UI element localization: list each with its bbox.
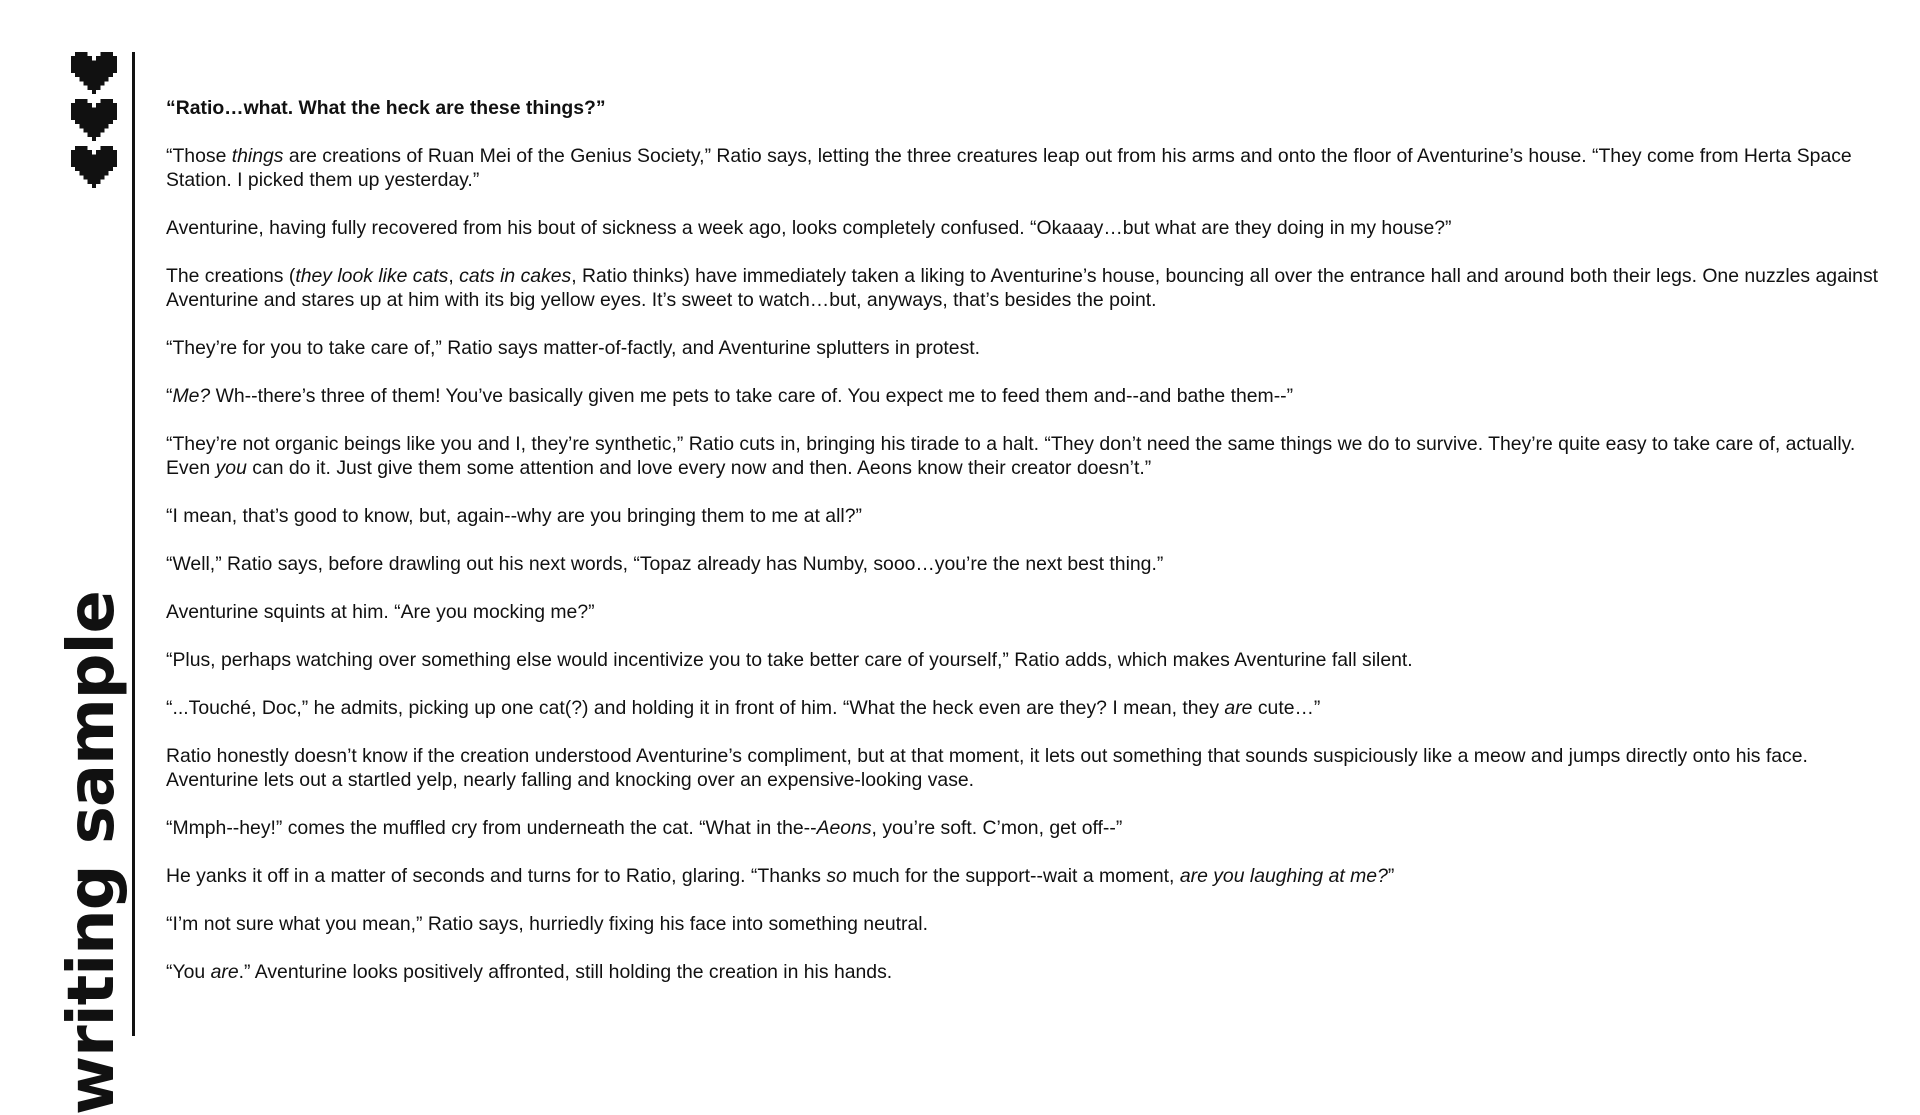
pixel-heart-icon: [71, 99, 117, 141]
emphasis-text: things: [231, 145, 284, 167]
paragraph-text: “I mean, that’s good to know, but, again--why are you bringing them to me at all?”: [166, 505, 862, 527]
paragraph-text: “Well,” Ratio says, before drawling out his next words, “Topaz already has Numby, sooo…you’re the next best thing.”: [166, 553, 1164, 575]
story-paragraph: [166, 960, 1886, 984]
paragraph-text: Ratio honestly doesn’t know if the creation understood Aventurine’s compliment, but at that moment, it lets out something that sounds suspiciously like a meow and jumps directly onto his face. Aventurine lets out a startled yelp, nearly falling and knocking over an expensive-looking vase.: [166, 745, 1808, 791]
paragraph-text: ”: [1387, 865, 1395, 887]
paragraph-text: “Those: [166, 145, 232, 167]
emphasis-text: are you laughing at me?: [1179, 865, 1388, 887]
paragraph-text: “I’m not sure what you mean,” Ratio says, hurriedly fixing his face into something neutral.: [166, 913, 928, 935]
story-text: [166, 96, 1886, 1008]
paragraph-text: “You: [166, 961, 211, 983]
paragraph-text: “Ratio…what. What the heck are these things?”: [166, 97, 606, 119]
paragraph-text: are creations of Ruan Mei of the Genius Society,” Ratio says, letting the three creatures leap out from his arms and onto the floor of Aventurine’s house. “They come from Herta Space Station. I picked them up yesterday.”: [166, 145, 1852, 191]
emphasis-text: are: [1224, 697, 1253, 719]
emphasis-text: Me?: [172, 385, 211, 407]
paragraph-text: much for the support--wait a moment,: [846, 865, 1180, 887]
story-paragraph: [166, 864, 1886, 888]
story-lead-paragraph: [166, 96, 1886, 120]
paragraph-text: can do it. Just give them some attention and love every now and then. Aeons know their creator doesn’t.”: [246, 457, 1152, 479]
story-paragraph: [166, 600, 1886, 624]
paragraph-text: He yanks it off in a matter of seconds and turns for to Ratio, glaring. “Thanks: [166, 865, 827, 887]
hearts-decoration: [71, 52, 117, 193]
story-paragraph: [166, 696, 1886, 720]
emphasis-text: are: [210, 961, 239, 983]
story-paragraph: [166, 648, 1886, 672]
pixel-heart-icon: [71, 52, 117, 94]
story-paragraph: [166, 744, 1886, 792]
story-paragraph: [166, 144, 1886, 192]
paragraph-text: “They’re not organic beings like you and I, they’re synthetic,” Ratio cuts in, bringing his tirade to a halt. “They don’t need the same things we do to survive. They’re quite easy to take care of, actually. Even: [166, 433, 1856, 479]
emphasis-text: Aeons: [816, 817, 872, 839]
emphasis-text: cats in cakes: [459, 265, 572, 287]
paragraph-text: , you’re soft. C’mon, get off--”: [871, 817, 1123, 839]
story-paragraph: [166, 912, 1886, 936]
side-title: writing sample: [55, 591, 129, 1115]
story-paragraph: [166, 504, 1886, 528]
paragraph-text: , Ratio thinks) have immediately taken a liking to Aventurine’s house, bouncing all over the entrance hall and around both their legs. One nuzzles against Aventurine and stares up at him with its big yellow eyes. It’s sweet to watch…but, anyways, that’s besides the point.: [166, 265, 1879, 311]
story-paragraph: [166, 816, 1886, 840]
paragraph-text: Aventurine squints at him. “Are you mocking me?”: [166, 601, 595, 623]
paragraph-text: .” Aventurine looks positively affronted, still holding the creation in his hands.: [238, 961, 893, 983]
story-paragraph: [166, 552, 1886, 576]
vertical-divider: [132, 52, 135, 1036]
paragraph-text: “Mmph--hey!” comes the muffled cry from underneath the cat. “What in the--: [166, 817, 817, 839]
paragraph-text: “: [166, 385, 173, 407]
emphasis-text: so: [826, 865, 847, 887]
emphasis-text: they look like cats: [295, 265, 449, 287]
paragraph-text: ,: [448, 265, 460, 287]
paragraph-text: Aventurine, having fully recovered from his bout of sickness a week ago, looks completely confused. “Okaaay…but what are they doing in my house?”: [166, 217, 1452, 239]
paragraph-text: “They’re for you to take care of,” Ratio says matter-of-factly, and Aventurine splutters in protest.: [166, 337, 981, 359]
story-paragraph: [166, 336, 1886, 360]
story-paragraph: [166, 384, 1886, 408]
paragraph-text: “Plus, perhaps watching over something else would incentivize you to take better care of yourself,” Ratio adds, which makes Aventurine fall silent.: [166, 649, 1413, 671]
pixel-heart-icon: [71, 146, 117, 188]
story-paragraph: [166, 264, 1886, 312]
paragraph-text: cute…”: [1252, 697, 1321, 719]
emphasis-text: you: [215, 457, 247, 479]
story-paragraph: [166, 216, 1886, 240]
story-paragraph: [166, 432, 1886, 480]
paragraph-text: “...Touché, Doc,” he admits, picking up one cat(?) and holding it in front of him. “What the heck even are they? I mean, they: [166, 697, 1225, 719]
paragraph-text: The creations (: [166, 265, 296, 287]
paragraph-text: Wh--there’s three of them! You’ve basically given me pets to take care of. You expect me to feed them and--and bathe them--”: [210, 385, 1294, 407]
